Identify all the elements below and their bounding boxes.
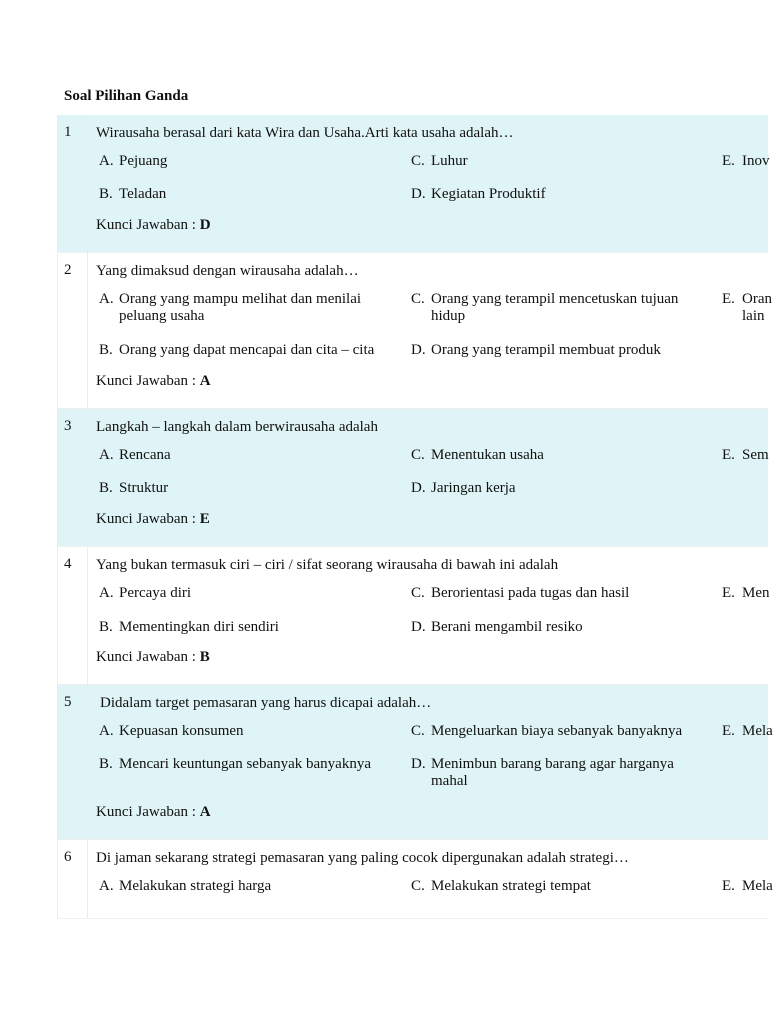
question-number: 5 (58, 685, 88, 839)
option-e[interactable]: E. Mela (722, 723, 773, 739)
question-text: Wirausaha berasal dari kata Wira dan Usaha.Arti kata usaha adalah… (96, 125, 514, 141)
option-c[interactable]: C. Luhur (411, 153, 468, 169)
question-text: Langkah – langkah dalam berwirausaha adalah (96, 419, 378, 435)
question-number: 4 (58, 547, 88, 684)
option-b[interactable]: B. Orang yang dapat mencapai dan cita – cita (99, 342, 375, 358)
option-c[interactable]: C. Berorientasi pada tugas dan hasil (411, 585, 630, 601)
question-table (57, 115, 773, 919)
option-c[interactable]: C. Orang yang terampil mencetuskan tujuan hidup (411, 291, 679, 324)
answer-key: Kunci Jawaban : A (96, 804, 211, 820)
question-text: Yang bukan termasuk ciri – ciri / sifat seorang wirausaha di bawah ini adalah (96, 557, 559, 573)
question-number: 1 (58, 115, 88, 252)
option-d[interactable]: D. Kegiatan Produktif (411, 186, 546, 202)
option-c[interactable]: C. Mengeluarkan biaya sebanyak banyaknya (411, 723, 683, 739)
option-e[interactable]: E. Oran lain (722, 291, 772, 324)
answer-key: Kunci Jawaban : A (96, 373, 211, 389)
option-e[interactable]: E. Men (722, 585, 770, 601)
option-b[interactable]: B. Mementingkan diri sendiri (99, 619, 279, 635)
question-text: Yang dimaksud dengan wirausaha adalah… (96, 263, 359, 279)
section-heading: Soal Pilihan Ganda (64, 88, 189, 104)
question-row (57, 115, 768, 253)
option-d[interactable]: D. Menimbun barang barang agar harganya mahal (411, 756, 674, 789)
option-e[interactable]: E. Sem (722, 447, 769, 463)
option-e[interactable]: E. Mela (722, 878, 773, 894)
option-d[interactable]: D. Berani mengambil resiko (411, 619, 583, 635)
question-text: Di jaman sekarang strategi pemasaran yang paling cocok dipergunakan adalah strategi… (96, 850, 629, 866)
question-row (57, 253, 772, 409)
option-a[interactable]: A. Rencana (99, 447, 171, 463)
option-c[interactable]: C. Menentukan usaha (411, 447, 544, 463)
option-e[interactable]: E. Inov (722, 153, 770, 169)
question-row (57, 840, 773, 919)
question-number: 6 (58, 840, 88, 918)
answer-key: Kunci Jawaban : D (96, 217, 211, 233)
option-a[interactable]: A. Melakukan strategi harga (99, 878, 272, 894)
option-d[interactable]: D. Orang yang terampil membuat produk (411, 342, 661, 358)
answer-key: Kunci Jawaban : E (96, 511, 210, 527)
option-b[interactable]: B. Struktur (99, 480, 169, 496)
question-number: 3 (58, 409, 88, 546)
option-a[interactable]: A. Percaya diri (99, 585, 192, 601)
option-b[interactable]: B. Mencari keuntungan sebanyak banyaknya (99, 756, 371, 772)
option-d[interactable]: D. Jaringan kerja (411, 480, 516, 496)
question-row (57, 685, 773, 840)
answer-key: Kunci Jawaban : B (96, 649, 210, 665)
option-a[interactable]: A. Kepuasan konsumen (99, 723, 244, 739)
option-a[interactable]: A. Pejuang (99, 153, 168, 169)
option-c[interactable]: C. Melakukan strategi tempat (411, 878, 591, 894)
option-b[interactable]: B. Teladan (99, 186, 167, 202)
question-row (57, 409, 768, 547)
question-number: 2 (58, 253, 88, 408)
question-text: Didalam target pemasaran yang harus dicapai adalah… (100, 695, 432, 711)
question-row (57, 547, 768, 685)
option-a[interactable]: A. Orang yang mampu melihat dan menilai peluang usaha (99, 291, 362, 324)
